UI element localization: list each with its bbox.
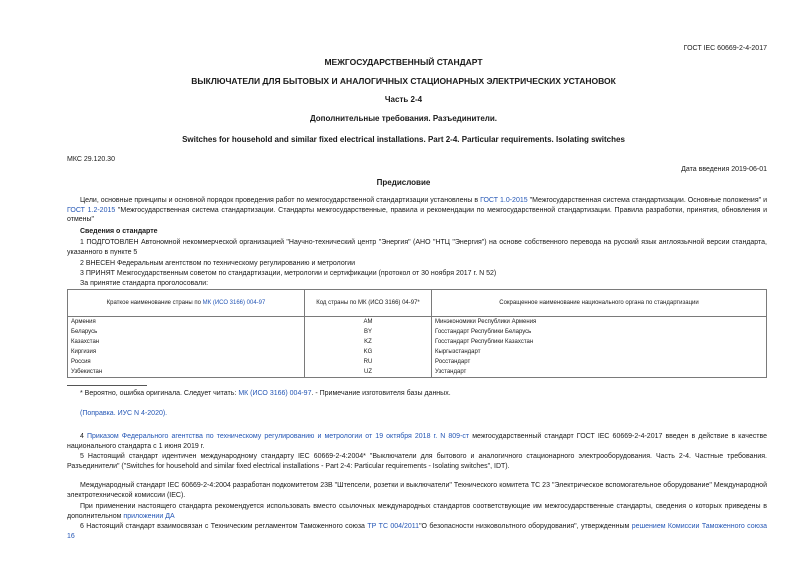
amendment-note xyxy=(67,409,767,419)
subtitle-en: Switches for household and similar fixed electrical installations. Part 2-4. Particular requirements. Isolating switches xyxy=(182,135,625,144)
footnote xyxy=(67,389,767,399)
link-amendment[interactable]: Поправка xyxy=(82,410,114,417)
link-mk-iso-3166[interactable]: МК (ИСО 3166) 004-97 xyxy=(202,300,266,306)
countries-table xyxy=(67,289,767,378)
table-row xyxy=(68,347,767,357)
title-standard: МЕЖГОСУДАРСТВЕННЫЙ СТАНДАРТ xyxy=(324,57,483,67)
amendment-rest: . ИУС N 4-2020). xyxy=(113,410,168,417)
preface-paragraph xyxy=(67,196,767,225)
intro-date: Дата введения 2019-06-01 xyxy=(681,166,767,173)
title-part: Часть 2-4 xyxy=(384,95,423,104)
col-code-header: Код страны по МК (ИСО 3166) 04-97* xyxy=(305,290,432,317)
amendment-open: ( xyxy=(80,410,83,417)
table-row xyxy=(68,357,767,367)
link-gost-1-0[interactable]: ГОСТ 1.0-2015 xyxy=(480,197,528,204)
cell-code: AM xyxy=(305,317,432,328)
table-row xyxy=(68,327,767,337)
voted-label: За принятие стандарта проголосовали: xyxy=(80,280,209,287)
col-country-header xyxy=(68,290,305,317)
cell-body: Минэкономики Республики Армения xyxy=(432,317,767,328)
title-main: ВЫКЛЮЧАТЕЛИ ДЛЯ БЫТОВЫХ И АНАЛОГИЧНЫХ СТАЦИОНАРНЫХ ЭЛЕКТРИЧЕСКИХ УСТАНОВОК xyxy=(191,76,616,86)
table-row xyxy=(68,367,767,378)
link-commission-decision[interactable]: решением Комиссии Таможенного союза 16 xyxy=(67,523,767,540)
info-item-1: 1 ПОДГОТОВЛЕН Автономной некоммерческой организацией "Научно-технический центр "Энергия" (АНО "НТЦ "Энергия") на основе собственного перевода на русский язык англоязычной версии стандарта, указанного в пункте 5 xyxy=(67,239,767,256)
item-4-lead: 4 xyxy=(80,433,84,440)
cell-country: Беларусь xyxy=(68,327,305,337)
cell-body: Кыргызстандарт xyxy=(432,347,767,357)
references-text: При применении настоящего стандарта рекомендуется использовать вместо ссылочных международных стандартов соответствующие им межгосударственные стандарты, сведения о которых приведены в дополнительном xyxy=(67,503,767,520)
cell-body: Госстандарт Республики Казахстан xyxy=(432,337,767,347)
table-row xyxy=(68,317,767,328)
link-appendix-da[interactable]: приложении ДА xyxy=(123,512,175,520)
cell-code: RU xyxy=(305,357,432,367)
intl-standard-note: Международный стандарт IEC 60669-2-4:2004 разработан подкомитетом 23B "Штепсели, розетки и выключатели" Технического комитета ТС 23 "Электрическое вспомогательное оборудование" Международной электротехнической комиссии (IEC). xyxy=(67,482,767,499)
cell-body: Узстандарт xyxy=(432,367,767,378)
footnote-divider xyxy=(67,385,147,386)
cell-country: Киргизия xyxy=(68,347,305,357)
link-gost-1-2[interactable]: ГОСТ 1.2-2015 xyxy=(67,206,116,214)
col-body-header: Сокращенное наименование национального органа по стандартизации xyxy=(432,290,767,317)
cell-code: KZ xyxy=(305,337,432,347)
link-footnote-mk[interactable]: МК (ИСО 3166) 004-97 xyxy=(238,390,312,397)
col-country-label: Краткое наименование страны по xyxy=(106,300,201,306)
link-tr-ts-004[interactable]: ТР ТС 004/2011 xyxy=(367,523,420,530)
table-row xyxy=(68,337,767,347)
item-4-text: межгосударственный стандарт ГОСТ IEC 60669-2-4-2017 введен в действие в качестве национального стандарта с 1 июня 2019 г. xyxy=(67,433,767,450)
doc-code: ГОСТ IEC 60669-2-4-2017 xyxy=(683,45,767,52)
subtitle-ru: Дополнительные требования. Разъединители. xyxy=(309,114,497,123)
references-note xyxy=(67,502,767,521)
cell-code: BY xyxy=(305,327,432,337)
preface-heading: Предисловие xyxy=(376,178,431,187)
cell-country: Казахстан xyxy=(68,337,305,347)
cell-body: Росстандарт xyxy=(432,357,767,367)
footnote-text: * Вероятно, ошибка оригинала. Следует читать: xyxy=(80,390,237,397)
item-4 xyxy=(67,432,767,451)
cell-body: Госстандарт Республики Беларусь xyxy=(432,327,767,337)
mks-code: МКС 29.120.30 xyxy=(67,156,115,163)
cell-code: UZ xyxy=(305,367,432,378)
info-item-3: 3 ПРИНЯТ Межгосударственным советом по стандартизации, метрологии и сертификации (протокол от 30 ноября 2017 г. N 52) xyxy=(80,270,497,277)
link-order-809[interactable]: Приказом Федерального агентства по техническому регулированию и метрологии от 19 октября 2018 г. N 809-ст xyxy=(86,433,470,440)
item-6 xyxy=(67,522,767,541)
footnote-text: . - Примечание изготовителя базы данных. xyxy=(311,390,451,397)
item-6-text: 6 Настоящий стандарт взаимосвязан с Техническим регламентом Таможенного союза xyxy=(80,523,365,530)
cell-country: Россия xyxy=(68,357,305,367)
info-heading: Сведения о стандарте xyxy=(80,228,158,235)
item-6-text: "О безопасности низковольтного оборудования", утвержденным xyxy=(419,523,630,530)
preface-text: "Межгосударственная система стандартизации. Стандарты межгосударственные, правила и рекомендации по межгосударственной стандартизации. Правила разработки, принятия, обновления и отмены" xyxy=(67,206,767,223)
preface-text: Цели, основные принципы и основной порядок проведения работ по межгосударственной стандартизации установлены в xyxy=(80,197,479,204)
item-5: 5 Настоящий стандарт идентичен международному стандарту IEC 60669-2-4:2004* "Выключатели для бытового и аналогичного стационарного электрооборудования. Часть 2-4. Частные требования. Разъединители" ("Switches for household and similar fixed electrical installations - Part 2-4: Particular requirements - Isolating switches", IDT). xyxy=(67,453,767,470)
cell-country: Армения xyxy=(68,317,305,328)
info-item-2: 2 ВНЕСЕН Федеральным агентством по техническому регулированию и метрологии xyxy=(80,260,356,267)
cell-country: Узбекистан xyxy=(68,367,305,378)
cell-code: KG xyxy=(305,347,432,357)
table-header-row xyxy=(68,290,767,317)
preface-text: "Межгосударственная система стандартизации. Основные положения" и xyxy=(529,197,767,204)
